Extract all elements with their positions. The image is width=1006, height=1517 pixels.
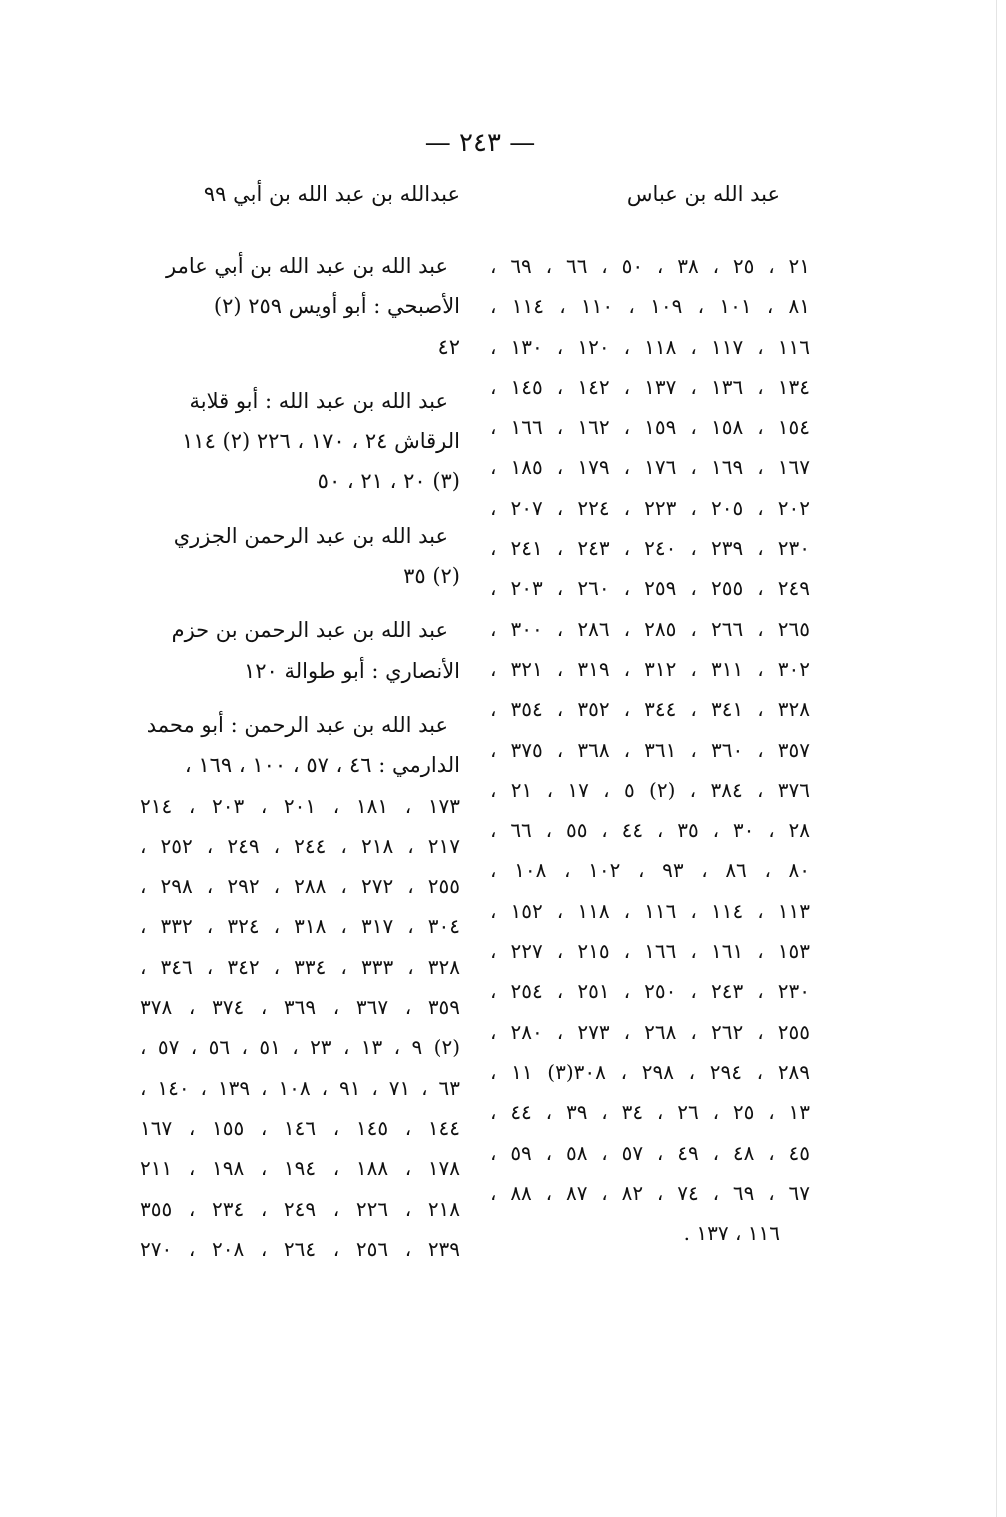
reference-line: ٢١٨ ، ٢٢٦ ، ٢٤٩ ، ٢٣٤ ، ٣٥٥: [140, 1196, 461, 1221]
reference-line: ٣٧٦ ، ٣٨٤ ، (٢) ٥ ، ١٧ ، ٢١ ،: [490, 777, 811, 802]
entry-name-line: عبد الله بن عبد الله : أبو قلابة: [189, 388, 448, 413]
index-column-left: [140, 180, 460, 1269]
entry-name-line: عبد الله بن عبد الرحمن الجزري: [173, 523, 448, 548]
reference-line: ٣٠٢ ، ٣١١ ، ٣١٢ ، ٣١٩ ، ٣٢١ ،: [490, 656, 810, 681]
reference-line: (٢) ٩ ، ١٣ ، ٢٣ ، ٥١ ، ٥٦ ، ٥٧ ،: [140, 1035, 461, 1060]
reference-line: ١٥٤ ، ١٥٨ ، ١٥٩ ، ١٦٢ ، ١٦٦ ،: [490, 415, 810, 440]
reference-line: ١٣٤ ، ١٣٦ ، ١٣٧ ، ١٤٢ ، ١٤٥ ،: [490, 374, 810, 399]
reference-line: ١١٦ ، ١٣٧ .: [683, 1221, 780, 1246]
entry-heading-ibn-ubayy: عبدالله بن عبد الله بن أبي ٩٩: [203, 182, 460, 206]
reference-line: ٢١٧ ، ٢١٨ ، ٢٤٤ ، ٢٤٩ ، ٢٥٢ ،: [140, 833, 460, 858]
reference-line: ١١٣ ، ١١٤ ، ١١٦ ، ١١٨ ، ١٥٢ ،: [490, 898, 810, 923]
reference-line: ٨٠ ، ٨٦ ، ٩٣ ، ١٠٢ ، ١٠٨ ،: [490, 858, 811, 883]
reference-line: ١٥٣ ، ١٦١ ، ١٦٦ ، ٢١٥ ، ٢٢٧ ،: [490, 939, 810, 964]
reference-line: ١٧٨ ، ١٨٨ ، ١٩٤ ، ١٩٨ ، ٢١١: [140, 1156, 461, 1181]
reference-line: ٢٣٩ ، ٢٥٦ ، ٢٦٤ ، ٢٠٨ ، ٢٧٠: [140, 1236, 461, 1261]
reference-line: ٢٥٥ ، ٢٦٢ ، ٢٦٨ ، ٢٧٣ ، ٢٨٠ ،: [490, 1019, 810, 1044]
entry-continuation-line: الأنصاري : أبو طوالة ١٢٠: [243, 658, 460, 683]
reference-line: ٢٣٠ ، ٢٣٩ ، ٢٤٠ ، ٢٤٣ ، ٢٤١ ،: [490, 536, 810, 561]
reference-line: ٣٥٩ ، ٣٦٧ ، ٣٦٩ ، ٣٧٤ ، ٣٧٨: [140, 995, 461, 1020]
entry-name-line: عبد الله بن عبد الرحمن : أبو محمد: [146, 712, 448, 737]
scan-edge-divider: [996, 0, 997, 1517]
index-entry: [140, 516, 460, 597]
index-column-right: [490, 180, 810, 1253]
entry-continuation-line: (٢) ٣٥: [403, 564, 460, 589]
entry-name-line: عبد الله بن عبد الله بن أبي عامر: [165, 254, 448, 278]
reference-line: ٢٥٥ ، ٢٧٢ ، ٢٨٨ ، ٢٩٢ ، ٢٩٨ ،: [140, 874, 460, 899]
index-entry: [140, 610, 460, 691]
entry-continuation-line: الأصبحي : أبو أويس ٢٥٩ (٢): [213, 294, 460, 319]
reference-line: ٢٤٩ ، ٢٥٥ ، ٢٥٩ ، ٢٦٠ ، ٢٠٣ ،: [490, 576, 810, 601]
reference-line: ٢٠٢ ، ٢٠٥ ، ٢٢٣ ، ٢٢٤ ، ٢٠٧ ،: [490, 495, 810, 520]
index-entry: [140, 381, 460, 502]
reference-line: ٢٦٥ ، ٢٦٦ ، ٢٨٥ ، ٢٨٦ ، ٣٠٠ ،: [490, 616, 810, 641]
entry-continuation-line: ٤٢: [437, 334, 460, 359]
entry-continuation-line: الدارمي : ٤٦ ، ٥٧ ، ١٠٠ ، ١٦٩ ،: [184, 753, 460, 778]
reference-line: ٦٣ ، ٧١ ، ٩١ ، ١٠٨ ، ١٣٩ ، ١٤٠ ،: [140, 1075, 461, 1100]
entry-continuation-line: الرقاش ٢٤ ، ١٧٠ ، ٢٢٦ (٢) ١١٤: [182, 429, 460, 454]
index-entry: [140, 705, 460, 786]
reference-line: ٢٨ ، ٣٠ ، ٣٥ ، ٤٤ ، ٥٥ ، ٦٦ ،: [490, 818, 810, 843]
reference-line: ٢٣٠ ، ٢٤٣ ، ٢٥٠ ، ٢٥١ ، ٢٥٤ ،: [490, 979, 810, 1004]
page-reference-list: [490, 246, 810, 1253]
reference-line: ١٣ ، ٢٥ ، ٢٦ ، ٣٤ ، ٣٩ ، ٤٤ ،: [490, 1100, 810, 1125]
reference-line: ٣٢٨ ، ٣٤١ ، ٣٤٤ ، ٣٥٢ ، ٣٥٤ ،: [490, 697, 810, 722]
page-number: — ٢٤٣ —: [424, 128, 536, 158]
reference-line: ٤٥ ، ٤٨ ، ٤٩ ، ٥٧ ، ٥٨ ، ٥٩ ،: [490, 1140, 810, 1165]
reference-line: ٣٢٨ ، ٣٣٣ ، ٣٣٤ ، ٣٤٢ ، ٣٤٦ ،: [140, 954, 460, 979]
entry-heading-ibn-abbas: عبد الله بن عباس: [626, 182, 780, 206]
reference-line: ٢٨٩ ، ٢٩٤ ، ٢٩٨ ، ٣٠٨(٣) ١١ ،: [490, 1059, 811, 1084]
reference-line: ١١٦ ، ١١٧ ، ١١٨ ، ١٢٠ ، ١٣٠ ،: [490, 334, 810, 359]
page-reference-list: [140, 786, 460, 1270]
index-entry: [140, 246, 460, 367]
reference-line: ٢١ ، ٢٥ ، ٣٨ ، ٥٠ ، ٦٦ ، ٦٩ ،: [490, 254, 810, 278]
reference-line: ١٧٣ ، ١٨١ ، ٢٠١ ، ٢٠٣ ، ٢١٤: [140, 793, 461, 818]
reference-line: ٦٧ ، ٦٩ ، ٧٤ ، ٨٢ ، ٨٧ ، ٨٨ ،: [490, 1180, 810, 1205]
entry-continuation-line: (٣) ٢٠ ، ٢١ ، ٥٠: [317, 469, 460, 494]
reference-line: ٣٠٤ ، ٣١٧ ، ٣١٨ ، ٣٢٤ ، ٣٣٢ ،: [140, 914, 460, 939]
reference-line: ١٦٧ ، ١٦٩ ، ١٧٦ ، ١٧٩ ، ١٨٥ ،: [490, 455, 810, 480]
entry-name-line: عبد الله بن عبد الرحمن بن حزم: [171, 618, 448, 643]
reference-line: ١٤٤ ، ١٤٥ ، ١٤٦ ، ١٥٥ ، ١٦٧: [140, 1115, 461, 1140]
reference-line: ٣٥٧ ، ٣٦٠ ، ٣٦١ ، ٣٦٨ ، ٣٧٥ ،: [490, 737, 810, 762]
reference-line: ٨١ ، ١٠١ ، ١٠٩ ، ١١٠ ، ١١٤ ،: [490, 294, 811, 319]
